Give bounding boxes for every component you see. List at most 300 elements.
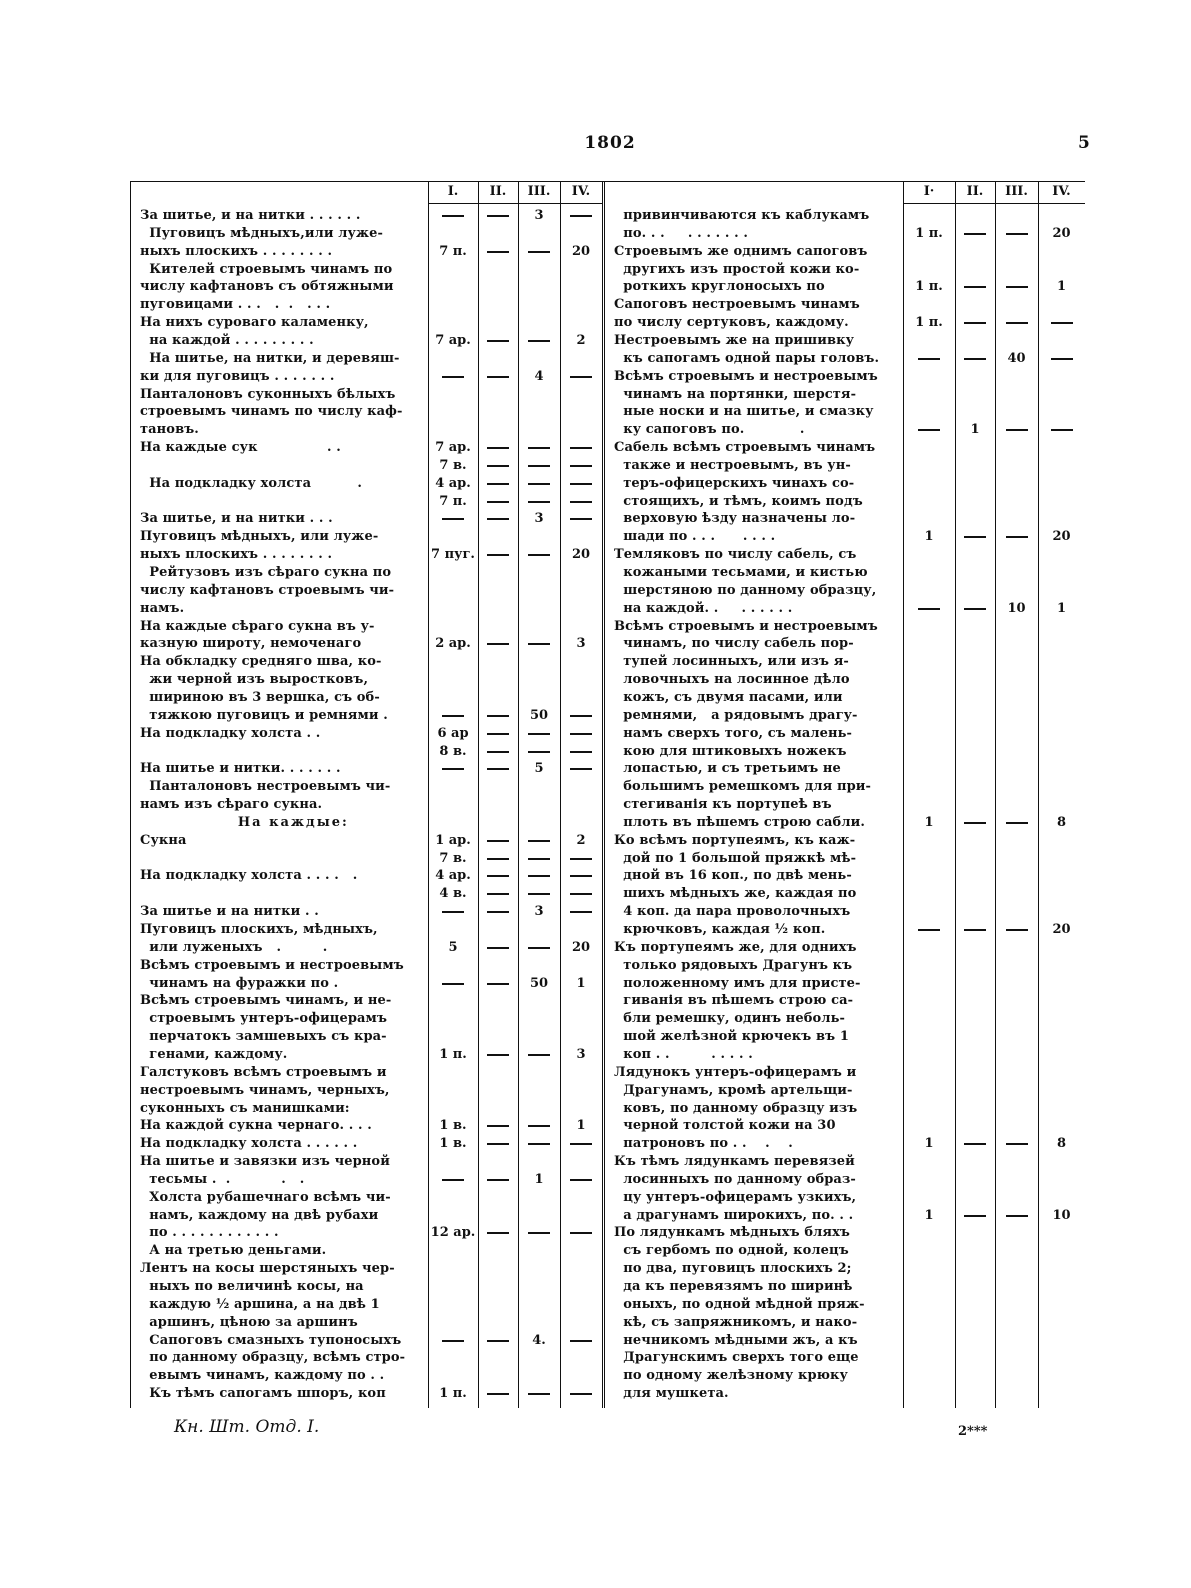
entry-line: теръ-офицерскихъ чинахъ со- — [614, 475, 855, 491]
value-col-i: 2 ар. — [435, 636, 471, 652]
dash-mark — [570, 715, 592, 717]
dash-mark — [570, 911, 592, 913]
dash-mark — [570, 1232, 592, 1234]
entry-line: нестроевымъ чинамъ, черныхъ, — [140, 1082, 390, 1098]
dash-mark — [442, 376, 464, 378]
dash-mark — [1006, 929, 1028, 931]
value-col-iii: 5 — [534, 761, 544, 777]
dash-mark — [528, 1232, 550, 1234]
dash-mark — [1006, 233, 1028, 235]
entry-line: шой желѣзной крючекъ въ 1 — [614, 1029, 849, 1045]
entry-line: казную широту, немоченаго — [140, 636, 362, 652]
dash-mark — [1006, 822, 1028, 824]
entry-line: черной толстой кожи на 30 — [614, 1118, 836, 1134]
entry-line: генами, каждому. — [140, 1046, 288, 1062]
dash-mark — [918, 429, 940, 431]
value-col-iii: 40 — [1007, 350, 1026, 366]
value-col-i: 7 п. — [439, 243, 467, 259]
dash-mark — [1006, 286, 1028, 288]
dash-mark — [487, 1232, 509, 1234]
dash-mark — [487, 1340, 509, 1342]
dash-mark — [570, 893, 592, 895]
dash-mark — [528, 643, 550, 645]
dash-mark — [570, 768, 592, 770]
value-col-i: 4 ар. — [435, 475, 471, 491]
entry-line: А на третью деньгами. — [140, 1243, 327, 1259]
rule-left-outer — [130, 181, 131, 1408]
entry-line: крючковъ, каждая ½ коп. — [614, 922, 826, 937]
dash-mark — [487, 875, 509, 877]
entry-line: пуговицами . . . . . . . . — [140, 297, 331, 313]
right-header-rule — [903, 203, 1085, 204]
entry-line: перчатокъ замшевыхъ съ кра- — [140, 1029, 387, 1045]
entry-line: на каждой . . . . . . . . . — [140, 332, 314, 348]
dash-mark — [1051, 322, 1073, 324]
entry-line: На подкладку холста . — [140, 475, 362, 491]
dash-mark — [487, 893, 509, 895]
dash-mark — [487, 465, 509, 467]
value-col-i: 1 — [924, 814, 934, 830]
entry-line: по. . . . . . . . . . — [614, 225, 749, 241]
entry-line: съ гербомъ по одной, колецъ — [614, 1243, 849, 1259]
entry-line: Галстуковъ всѣмъ строевымъ и — [140, 1064, 387, 1080]
value-col-i: 1 — [924, 1136, 934, 1152]
entry-line: или луженыхъ . . — [140, 939, 328, 955]
entry-line: Драгунамъ, кромѣ артельщи- — [614, 1082, 853, 1098]
dash-mark — [964, 286, 986, 288]
dash-mark — [487, 858, 509, 860]
entry-line: кожъ, съ двумя пасами, или — [614, 689, 843, 705]
dash-mark — [487, 1393, 509, 1395]
dash-mark — [528, 251, 550, 253]
value-col-i: 7 в. — [439, 850, 467, 866]
value-col-iv: 2 — [576, 832, 586, 848]
entry-line: нечникомъ мѣдными жъ, а къ — [614, 1332, 858, 1348]
entry-line: Строевымъ же однимъ сапоговъ — [614, 243, 868, 259]
value-col-i: 1 п. — [915, 279, 943, 295]
entry-line: стоящихъ, и тѣмъ, коимъ подъ — [614, 493, 863, 509]
entry-line: чинамъ, по числу сабель пор- — [614, 636, 854, 652]
signature: Кн. Шт. Отд. I. — [174, 1417, 320, 1437]
entry-line: Пуговицъ плоскихъ, мѣдныхъ, — [140, 922, 378, 937]
dash-mark — [918, 929, 940, 931]
entry-line: Сапоговъ нестроевымъ чинамъ — [614, 297, 860, 313]
entry-line: Сукна — [140, 832, 187, 848]
dash-mark — [528, 465, 550, 467]
entry-line: Рейтузовъ изъ сѣраго сукна по — [140, 565, 392, 580]
entry-line: по . . . . . . . . . . . . — [140, 1225, 279, 1241]
dash-mark — [1006, 429, 1028, 431]
rule-right-col-ii — [955, 181, 956, 1408]
dash-mark — [487, 911, 509, 913]
entry-line: Нестроевымъ же на пришивку — [614, 332, 855, 348]
entry-line: также и нестроевымъ, въ ун- — [614, 457, 851, 473]
dash-mark — [528, 501, 550, 503]
dash-mark — [487, 715, 509, 717]
dash-mark — [964, 358, 986, 360]
value-col-i: 7 ар. — [435, 332, 471, 348]
value-col-iv: 1 — [1056, 600, 1067, 616]
dash-mark — [918, 608, 940, 610]
dash-mark — [487, 447, 509, 449]
dash-mark — [487, 751, 509, 753]
entry-line: по два, пуговицъ плоскихъ 2; — [614, 1261, 852, 1277]
entry-line: суконныхъ съ манишками: — [140, 1100, 350, 1116]
dash-mark — [487, 1143, 509, 1145]
value-col-iv: 1 — [576, 975, 586, 991]
dash-mark — [1051, 429, 1073, 431]
dash-mark — [570, 483, 592, 485]
entry-line: бли ремешку, одинъ неболь- — [614, 1011, 846, 1027]
value-col-iv: 2 — [576, 332, 586, 348]
right-header-col-iii: III. — [1005, 184, 1028, 199]
entry-line: Холста рубашечнаго всѣмъ чи- — [140, 1189, 391, 1205]
dash-mark — [528, 733, 550, 735]
dash-mark — [528, 1054, 550, 1056]
entry-line: На шитье и нитки. . . . . . . — [140, 761, 341, 777]
value-col-iii: 3 — [534, 208, 544, 223]
right-header-col-i: I· — [923, 184, 935, 199]
dash-mark — [528, 1393, 550, 1395]
entry-line: тановъ. — [140, 422, 199, 438]
dash-mark — [487, 501, 509, 503]
dash-mark — [528, 947, 550, 949]
value-col-i: 1 ар. — [435, 832, 471, 848]
entry-line: На каждые: — [140, 814, 349, 830]
entry-line: Всѣмъ строевымъ и нестроевымъ — [614, 618, 878, 634]
dash-mark — [570, 215, 592, 217]
value-col-i: 1 — [924, 529, 934, 545]
entry-line: плоть въ пѣшемъ строю сабли. — [614, 814, 865, 830]
sheet-mark: 2*** — [958, 1424, 988, 1439]
value-col-iv: 1 — [1056, 279, 1067, 295]
dash-mark — [487, 733, 509, 735]
entry-line: привинчиваются къ каблукамъ — [614, 208, 870, 223]
entry-line: Къ портупеямъ же, для однихъ — [614, 939, 857, 955]
entry-line: числу кафтановъ строевымъ чи- — [140, 582, 395, 598]
dash-mark — [487, 251, 509, 253]
dash-mark — [528, 340, 550, 342]
dash-mark — [487, 840, 509, 842]
entry-line: Кителей строевымъ чинамъ по — [140, 261, 393, 277]
entry-line: За шитье, и на нитки . . . — [140, 511, 333, 527]
dash-mark — [487, 1054, 509, 1056]
dash-mark — [442, 215, 464, 217]
value-col-i: 4 в. — [439, 886, 467, 902]
entry-line: лосинныхъ по данному образ- — [614, 1171, 856, 1187]
dash-mark — [1006, 1215, 1028, 1217]
left-header-rule — [428, 203, 602, 204]
dash-mark — [964, 608, 986, 610]
value-col-i: 7 п. — [439, 493, 467, 509]
entry-line: евымъ чинамъ, каждому по . . — [140, 1368, 385, 1384]
page-number: 5 — [1078, 133, 1090, 153]
value-col-iv: 20 — [1052, 529, 1071, 545]
dash-mark — [918, 358, 940, 360]
dash-mark — [487, 376, 509, 378]
dash-mark — [528, 840, 550, 842]
left-header-col-iv: IV. — [571, 184, 591, 199]
entry-line: дой по 1 большой пряжкѣ мѣ- — [614, 850, 857, 866]
dash-mark — [570, 1179, 592, 1181]
entry-line: верховую ѣзду назначены ло- — [614, 511, 856, 527]
dash-mark — [442, 983, 464, 985]
entry-line: На нихъ суроваго каламенку, — [140, 315, 369, 331]
dash-mark — [964, 929, 986, 931]
dash-mark — [442, 715, 464, 717]
dash-mark — [570, 751, 592, 753]
entry-line: дной въ 16 коп., по двѣ мень- — [614, 868, 852, 884]
entry-line: Къ тѣмъ лядункамъ перевязей — [614, 1154, 855, 1170]
dash-mark — [964, 822, 986, 824]
entry-line: 4 коп. да пара проволочныхъ — [614, 904, 851, 920]
entry-line: На обкладку средняго шва, ко- — [140, 654, 382, 670]
dash-mark — [528, 875, 550, 877]
entry-line: положенному имъ для присте- — [614, 975, 861, 991]
dash-mark — [528, 483, 550, 485]
entry-line: Драгунскимъ сверхъ того еще — [614, 1350, 859, 1366]
left-header-col-ii: II. — [489, 184, 507, 199]
entry-line: для мушкета. — [614, 1386, 729, 1402]
entry-line: Ко всѣмъ портупеямъ, къ каж- — [614, 832, 856, 848]
value-col-i: 1 п. — [915, 315, 943, 331]
entry-line: оныхъ, по одной мѣдной пряж- — [614, 1296, 865, 1312]
entry-line: на каждой. . . . . . . . — [614, 600, 793, 616]
value-col-iv: 8 — [1056, 814, 1067, 830]
entry-line: На подкладку холста . . . . . . — [140, 1136, 358, 1152]
dash-mark — [1006, 1143, 1028, 1145]
dash-mark — [487, 554, 509, 556]
dash-mark — [570, 733, 592, 735]
entry-line: шихъ мѣдныхъ же, каждая по — [614, 886, 857, 902]
entry-line: Къ тѣмъ сапогамъ шпоръ, коп — [140, 1386, 386, 1402]
entry-line: кожаными тесьмами, и кистью — [614, 565, 868, 580]
dash-mark — [528, 1143, 550, 1145]
value-col-iv: 3 — [576, 1046, 586, 1062]
value-col-i: 1 в. — [439, 1118, 467, 1134]
value-col-i: 1 в. — [439, 1136, 467, 1152]
entry-line: намъ, каждому на двѣ рубахи — [140, 1207, 379, 1223]
dash-mark — [442, 768, 464, 770]
rule-left-col-iv — [560, 181, 561, 1408]
dash-mark — [570, 1340, 592, 1342]
dash-mark — [570, 875, 592, 877]
entry-line: чинамъ на фуражки по . — [140, 975, 339, 991]
entry-line: по данному образцу, всѣмъ стро- — [140, 1350, 406, 1366]
dash-mark — [1006, 322, 1028, 324]
entry-line: роткихъ круглоносыхъ по — [614, 279, 825, 295]
rule-center-double — [602, 181, 605, 1408]
value-col-iii: 1 — [534, 1171, 544, 1187]
dash-mark — [442, 1340, 464, 1342]
entry-line: числу кафтановъ съ обтяжными — [140, 279, 394, 295]
entry-line: ку сапоговъ по. . — [614, 422, 805, 438]
dash-mark — [487, 768, 509, 770]
entry-line: да къ перевязямъ по ширинѣ — [614, 1279, 853, 1294]
dash-mark — [528, 1125, 550, 1127]
value-col-iii: 50 — [529, 975, 549, 991]
entry-line: Всѣмъ строевымъ и нестроевымъ — [140, 957, 404, 973]
entry-line: тупей лосинныхъ, или изъ я- — [614, 654, 849, 670]
value-col-i: 1 п. — [915, 225, 943, 241]
dash-mark — [487, 983, 509, 985]
entry-line: тяжкою пуговицъ и ремнями . — [140, 707, 388, 723]
dash-mark — [1006, 536, 1028, 538]
entry-line: шади по . . . . . . . — [614, 529, 776, 545]
entry-line: Сапоговъ смазныхъ тупоносыхъ — [140, 1332, 402, 1348]
dash-mark — [487, 215, 509, 217]
entry-line: ныхъ по величинѣ косы, на — [140, 1279, 364, 1294]
dash-mark — [528, 554, 550, 556]
entry-line: стегиванія къ портупеѣ въ — [614, 797, 832, 813]
value-col-i: 5 — [448, 939, 458, 955]
entry-line: по числу сертуковъ, каждому. — [614, 315, 849, 331]
entry-line: ловочныхъ на лосинное дѣло — [614, 672, 850, 688]
entry-line: цу унтеръ-офицерамъ узкихъ, — [614, 1189, 857, 1205]
entry-line: ныхъ плоскихъ . . . . . . . . — [140, 547, 333, 563]
value-col-i: 7 пуг. — [431, 547, 475, 563]
dash-mark — [487, 340, 509, 342]
entry-line: намъ изъ сѣраго сукна. — [140, 797, 323, 813]
entry-line: По лядункамъ мѣдныхъ бляхъ — [614, 1225, 851, 1241]
entry-line: Панталоновъ нестроевымъ чи- — [140, 779, 391, 795]
entry-line: строевымъ чинамъ по числу каф- — [140, 404, 403, 420]
entry-line: шириною въ 3 вершка, съ об- — [140, 689, 380, 705]
entry-line: кѣ, съ запряжникомъ, и нако- — [614, 1314, 858, 1330]
entry-line: а драгунамъ широкихъ, по. . . — [614, 1207, 854, 1223]
entry-line: На шитье и завязки изъ черной — [140, 1154, 390, 1170]
left-header-col-i: I. — [447, 184, 459, 199]
value-col-iii: 10 — [1007, 600, 1026, 616]
entry-line: кою для штиковыхъ ножекъ — [614, 743, 847, 759]
value-col-iv: 20 — [1052, 922, 1071, 937]
value-col-iii: 4. — [532, 1332, 546, 1348]
value-col-i: 7 в. — [439, 457, 467, 473]
entry-line: На шитье, на нитки, и деревяш- — [140, 350, 400, 366]
dash-mark — [570, 376, 592, 378]
rule-left-col-iii — [518, 181, 519, 1408]
entry-line: каждую ½ аршина, а на двѣ 1 — [140, 1296, 380, 1312]
dash-mark — [964, 322, 986, 324]
dash-mark — [570, 1143, 592, 1145]
entry-line: Всѣмъ строевымъ и нестроевымъ — [614, 368, 878, 384]
value-col-i: 1 — [924, 1207, 934, 1223]
entry-line: аршинъ, цѣною за аршинъ — [140, 1314, 358, 1330]
dash-mark — [1051, 358, 1073, 360]
entry-line: патроновъ по . . . . — [614, 1136, 793, 1152]
entry-line: другихъ изъ простой кожи ко- — [614, 261, 860, 277]
entry-line: Пуговицъ мѣдныхъ, или луже- — [140, 529, 379, 545]
entry-line: къ сапогамъ одной пары головъ. — [614, 350, 880, 366]
entry-line: гиванія въ пѣшемъ строю са- — [614, 993, 854, 1009]
entry-line: Темляковъ по числу сабель, съ — [614, 547, 857, 563]
value-col-iv: 1 — [576, 1118, 586, 1134]
right-header-col-iv: IV. — [1052, 184, 1071, 199]
entry-line: Всѣмъ строевымъ чинамъ, и не- — [140, 993, 392, 1009]
entry-line: лопастью, и съ третьимъ не — [614, 761, 841, 777]
value-col-i: 6 ар — [437, 725, 469, 741]
dash-mark — [570, 1393, 592, 1395]
dash-mark — [487, 1179, 509, 1181]
dash-mark — [570, 858, 592, 860]
right-header-col-ii: II. — [966, 184, 984, 199]
entry-line: жи черной изъ выростковъ, — [140, 672, 369, 688]
entry-line: Пуговицъ мѣдныхъ,или луже- — [140, 225, 384, 241]
value-col-iv: 20 — [1052, 225, 1071, 241]
dash-mark — [964, 536, 986, 538]
rule-left-col-ii — [478, 181, 479, 1408]
entry-line: На подкладку холста . . — [140, 725, 321, 741]
value-col-iv: 3 — [576, 636, 586, 652]
dash-mark — [528, 858, 550, 860]
left-header-col-iii: III. — [527, 184, 551, 199]
entry-line: чинамъ на портянки, шерстя- — [614, 386, 857, 402]
entry-line: Лентъ на косы шерстяныхъ чер- — [140, 1261, 395, 1277]
entry-line: только рядовыхъ Драгунъ къ — [614, 957, 853, 973]
value-col-iii: 4 — [534, 368, 544, 384]
value-col-iii: 3 — [534, 511, 544, 527]
page-year: 1802 — [584, 133, 636, 153]
entry-line: намъ. — [140, 600, 185, 616]
entry-line: строевымъ унтеръ-офицерамъ — [140, 1011, 388, 1027]
dash-mark — [442, 518, 464, 520]
value-col-iv: 20 — [571, 547, 591, 563]
value-col-iv: 10 — [1052, 1207, 1071, 1223]
entry-line: коп . . . . . . . — [614, 1046, 753, 1062]
value-col-iii: 3 — [534, 904, 544, 920]
value-col-i: 8 в. — [439, 743, 467, 759]
dash-mark — [570, 501, 592, 503]
dash-mark — [528, 893, 550, 895]
dash-mark — [528, 447, 550, 449]
dash-mark — [570, 518, 592, 520]
entry-line: Панталоновъ суконныхъ бѣлыхъ — [140, 386, 396, 402]
dash-mark — [964, 1143, 986, 1145]
value-col-iv: 20 — [571, 939, 591, 955]
entry-line: тесьмы . . . . — [140, 1171, 305, 1187]
entry-line: ныхъ плоскихъ . . . . . . . . — [140, 243, 333, 259]
value-col-i: 4 ар. — [435, 868, 471, 884]
dash-mark — [442, 911, 464, 913]
dash-mark — [442, 1179, 464, 1181]
entry-line: На подкладку холста . . . . . — [140, 868, 358, 884]
dash-mark — [487, 947, 509, 949]
dash-mark — [487, 518, 509, 520]
dash-mark — [487, 643, 509, 645]
value-col-i: 7 ар. — [435, 440, 471, 456]
value-col-i: 12 ар. — [430, 1225, 476, 1241]
entry-line: Лядунокъ унтеръ-офицерамъ и — [614, 1064, 857, 1080]
value-col-i: 1 п. — [439, 1386, 467, 1402]
dash-mark — [487, 483, 509, 485]
entry-line: ные носки и на шитье, и смазку — [614, 404, 874, 420]
entry-line: За шитье и на нитки . . — [140, 904, 319, 920]
entry-line: На каждые сук . . — [140, 440, 341, 456]
value-col-ii: 1 — [970, 422, 980, 438]
entry-line: Сабель всѣмъ строевымъ чинамъ — [614, 440, 876, 456]
value-col-i: 1 п. — [439, 1046, 467, 1062]
dash-mark — [487, 1125, 509, 1127]
entry-line: большимъ ремешкомъ для при- — [614, 779, 872, 795]
entry-line: ки для пуговицъ . . . . . . . — [140, 368, 335, 384]
entry-line: ковъ, по данному образцу изъ — [614, 1100, 858, 1116]
entry-line: На каждой сукна чернаго. . . . — [140, 1118, 372, 1134]
entry-line: шерстяною по данному образцу, — [614, 582, 877, 598]
entry-line: За шитье, и на нитки . . . . . . — [140, 208, 361, 223]
dash-mark — [964, 233, 986, 235]
value-col-iv: 8 — [1056, 1136, 1067, 1152]
value-col-iv: 20 — [571, 243, 591, 259]
